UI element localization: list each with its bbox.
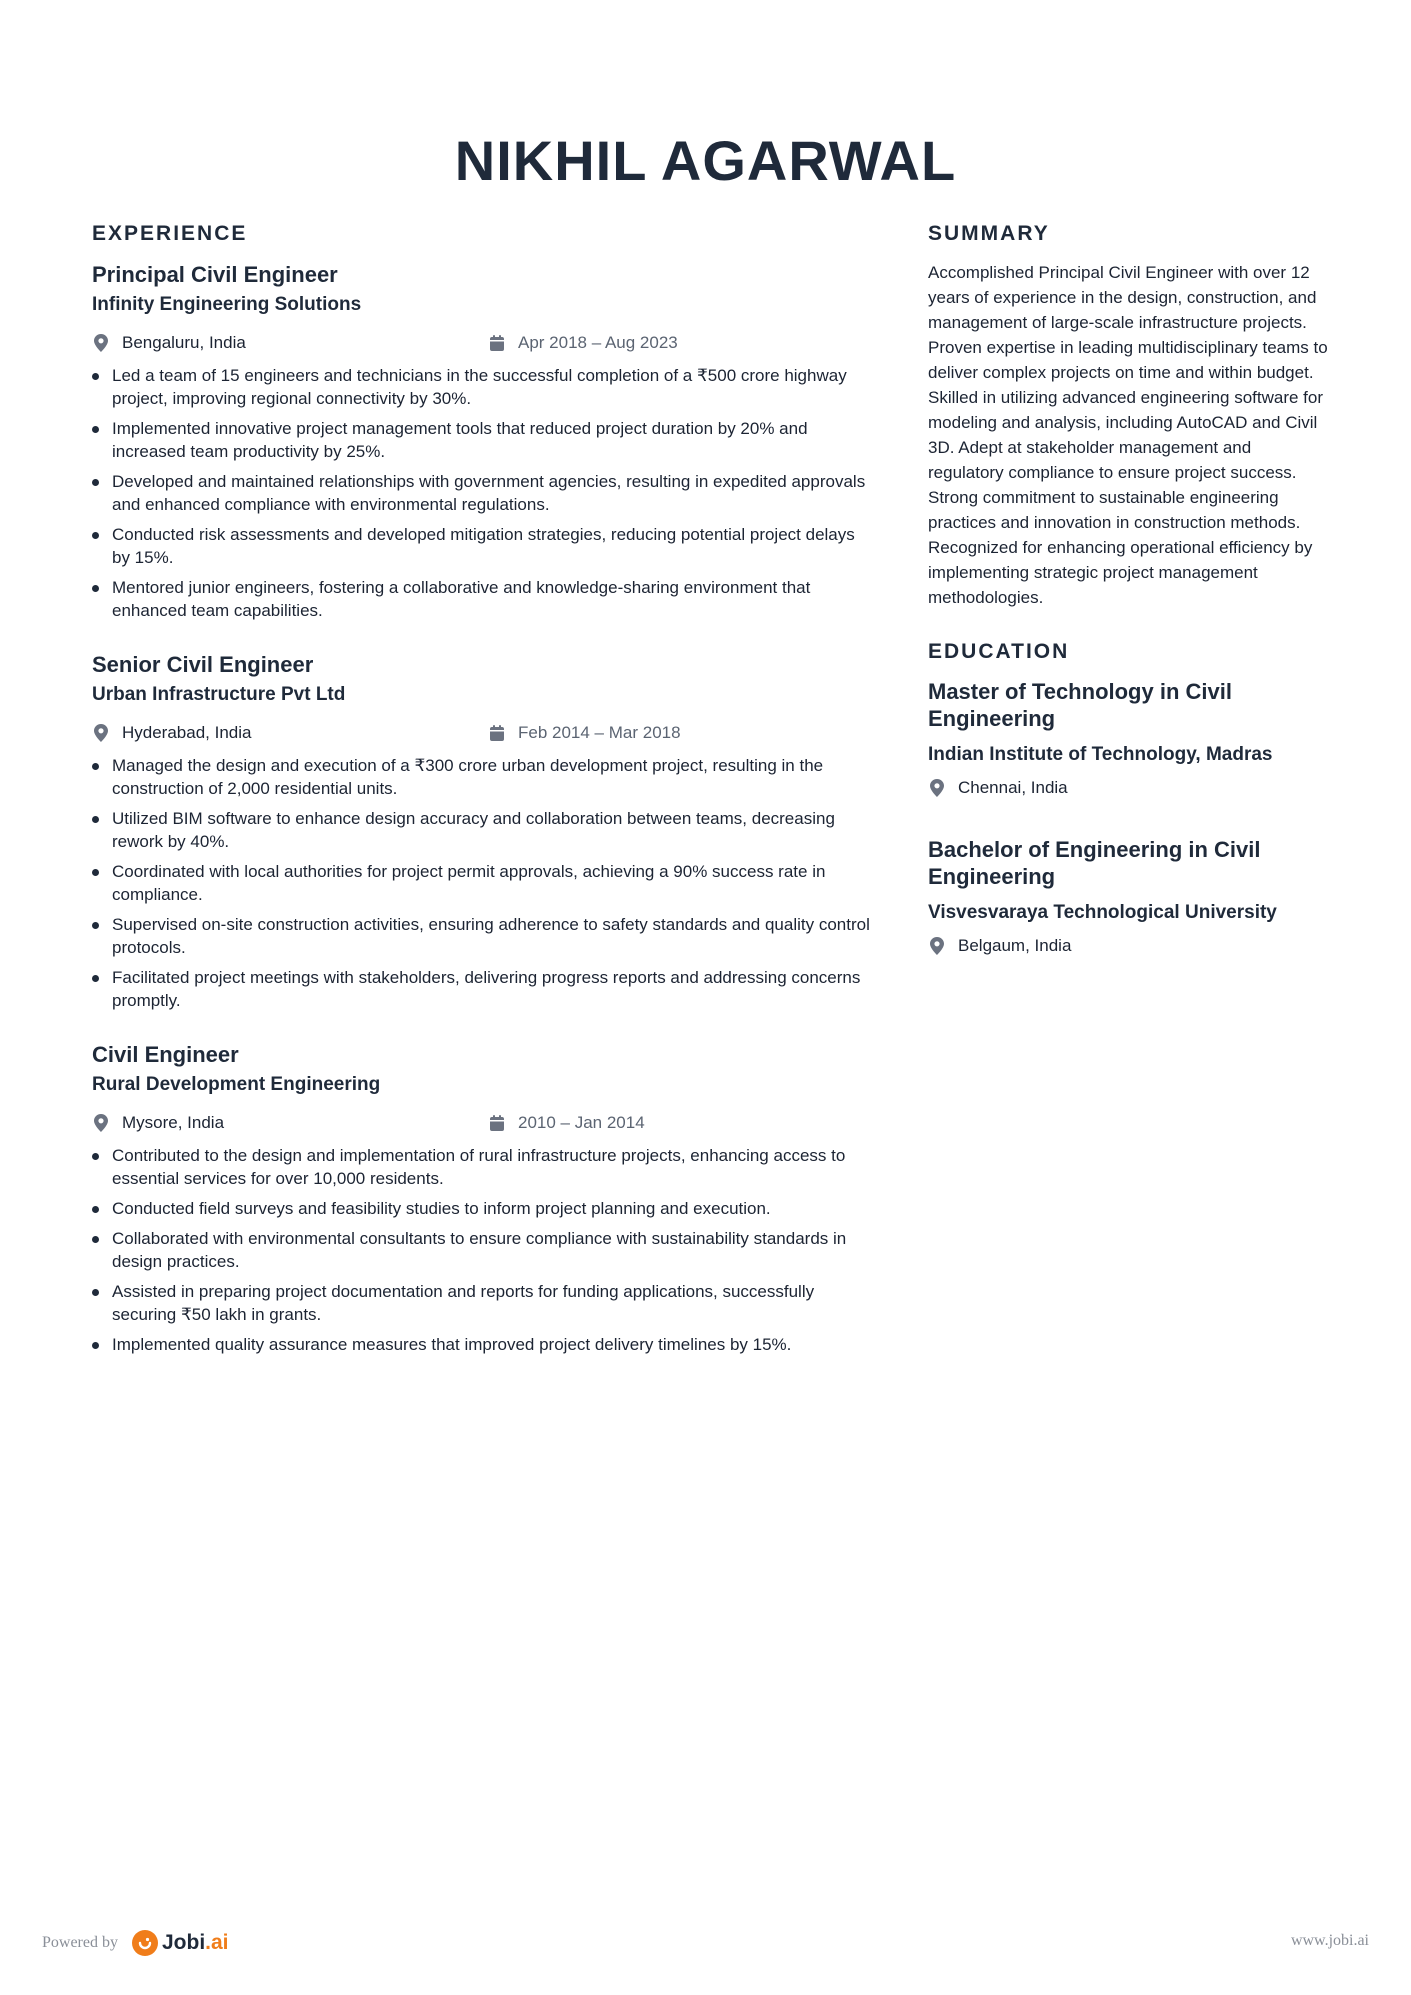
job-company: Urban Infrastructure Pvt Ltd: [92, 684, 346, 705]
list-item: Coordinated with local authorities for project permit approvals, achieving a 90% success rate in compliance.: [92, 860, 872, 906]
list-item: Conducted field surveys and feasibility studies to inform project planning and execution.: [92, 1197, 872, 1220]
calendar-icon: [488, 334, 506, 352]
calendar-icon: [488, 724, 506, 742]
job-bullets: [92, 364, 872, 622]
job-dates-text: Feb 2014 – Mar 2018: [518, 723, 681, 742]
map-pin-icon: [928, 937, 946, 955]
jobi-logo-icon: [132, 1930, 158, 1956]
list-item: Collaborated with environmental consultants to ensure compliance with sustainability standards in design practices.: [92, 1227, 872, 1273]
job-company: Infinity Engineering Solutions: [92, 294, 362, 315]
education-location: [928, 934, 1328, 958]
list-item: Mentored junior engineers, fostering a collaborative and knowledge-sharing environment that enhanced team capabilities.: [92, 576, 872, 622]
job-company: Rural Development Engineering: [92, 1074, 381, 1095]
job-dates-text: 2010 – Jan 2014: [518, 1113, 645, 1132]
map-pin-icon: [92, 334, 110, 352]
job-title: Civil Engineer: [92, 1042, 239, 1067]
jobi-logo-text: [162, 1931, 229, 1955]
list-item: Developed and maintained relationships with government agencies, resulting in expedited approvals and enhanced compliance with environmental regulations.: [92, 470, 872, 516]
list-item: Managed the design and execution of a ₹300 crore urban development project, resulting in the construction of 2,000 residential units.: [92, 754, 872, 800]
job-meta: [92, 720, 872, 746]
job-meta: [92, 330, 872, 356]
job-title: Principal Civil Engineer: [92, 262, 338, 287]
job-title: Senior Civil Engineer: [92, 652, 314, 677]
left-column: [92, 222, 872, 1384]
education-school: Indian Institute of Technology, Madras: [928, 744, 1273, 765]
jobi-logo[interactable]: [132, 1930, 229, 1956]
logo-main-text: Jobi: [161, 1931, 206, 1954]
education-location: [928, 776, 1328, 800]
list-item: Facilitated project meetings with stakeholders, delivering progress reports and addressing concerns promptly.: [92, 966, 872, 1012]
list-item: Conducted risk assessments and developed mitigation strategies, reducing potential project delays by 15%.: [92, 523, 872, 569]
job-location-text: Hyderabad, India: [122, 723, 252, 742]
education-degree: Bachelor of Engineering in Civil Engineering: [928, 837, 1261, 889]
map-pin-icon: [928, 779, 946, 797]
education-entry: [928, 836, 1328, 958]
right-column: [928, 222, 1328, 994]
job-dates: [488, 1113, 645, 1133]
job-entry: [92, 1040, 872, 1356]
list-item: Implemented quality assurance measures that improved project delivery timelines by 15%.: [92, 1333, 872, 1356]
job-bullets: [92, 754, 872, 1012]
job-dates: [488, 333, 678, 353]
job-location: [92, 723, 488, 743]
education-entry: [928, 678, 1328, 800]
education-degree: Master of Technology in Civil Engineering: [928, 679, 1232, 731]
footer-powered-by: [42, 1930, 229, 1956]
job-location-text: Mysore, India: [122, 1113, 225, 1132]
education-location-text: Belgaum, India: [958, 936, 1072, 955]
list-item: Utilized BIM software to enhance design accuracy and collaboration between teams, decreasing rework by 40%.: [92, 807, 872, 853]
job-entry: [92, 260, 872, 622]
education-heading: EDUCATION: [928, 640, 1070, 663]
job-entry: [92, 650, 872, 1012]
footer-website-link[interactable]: www.jobi.ai: [1290, 1932, 1369, 1949]
map-pin-icon: [92, 1114, 110, 1132]
list-item: Implemented innovative project management tools that reduced project duration by 20% and increased team productivity by 25%.: [92, 417, 872, 463]
list-item: Led a team of 15 engineers and technicians in the successful completion of a ₹500 crore highway project, improving regional connectivity by 30%.: [92, 364, 872, 410]
logo-suffix-text: .ai: [205, 1931, 229, 1954]
job-bullets: [92, 1144, 872, 1356]
list-item: Supervised on-site construction activities, ensuring adherence to safety standards and quality control protocols.: [92, 913, 872, 959]
calendar-icon: [488, 1114, 506, 1132]
list-item: Assisted in preparing project documentation and reports for funding applications, successfully securing ₹50 lakh in grants.: [92, 1280, 872, 1326]
job-dates-text: Apr 2018 – Aug 2023: [518, 333, 678, 352]
education-location-text: Chennai, India: [958, 778, 1068, 797]
job-dates: [488, 723, 681, 743]
powered-by-text: Powered by: [42, 1934, 118, 1951]
summary-heading: SUMMARY: [928, 222, 1050, 245]
candidate-name: NIKHIL AGARWAL: [454, 129, 957, 192]
education-school: Visvesvaraya Technological University: [928, 902, 1277, 923]
map-pin-icon: [92, 724, 110, 742]
job-meta: [92, 1110, 872, 1136]
experience-heading: EXPERIENCE: [92, 222, 248, 245]
job-location: [92, 333, 488, 353]
job-location-text: Bengaluru, India: [122, 333, 246, 352]
summary-text: Accomplished Principal Civil Engineer with over 12 years of experience in the design, construction, and management of large-scale infrastructure projects. Proven expertise in leading multidisciplinary teams to deliver complex projects on time and within budget. Skilled in utilizing advanced engineering software for modeling and analysis, including AutoCAD and Civil 3D. Adept at stakeholder management and regulatory compliance to ensure project success. Strong commitment to sustainable engineering practices and innovation in construction methods. Recognized for enhancing operational efficiency by implementing strategic project management methodologies.: [928, 263, 1328, 607]
list-item: Contributed to the design and implementation of rural infrastructure projects, enhancing access to essential services for over 10,000 residents.: [92, 1144, 872, 1190]
job-location: [92, 1113, 488, 1133]
